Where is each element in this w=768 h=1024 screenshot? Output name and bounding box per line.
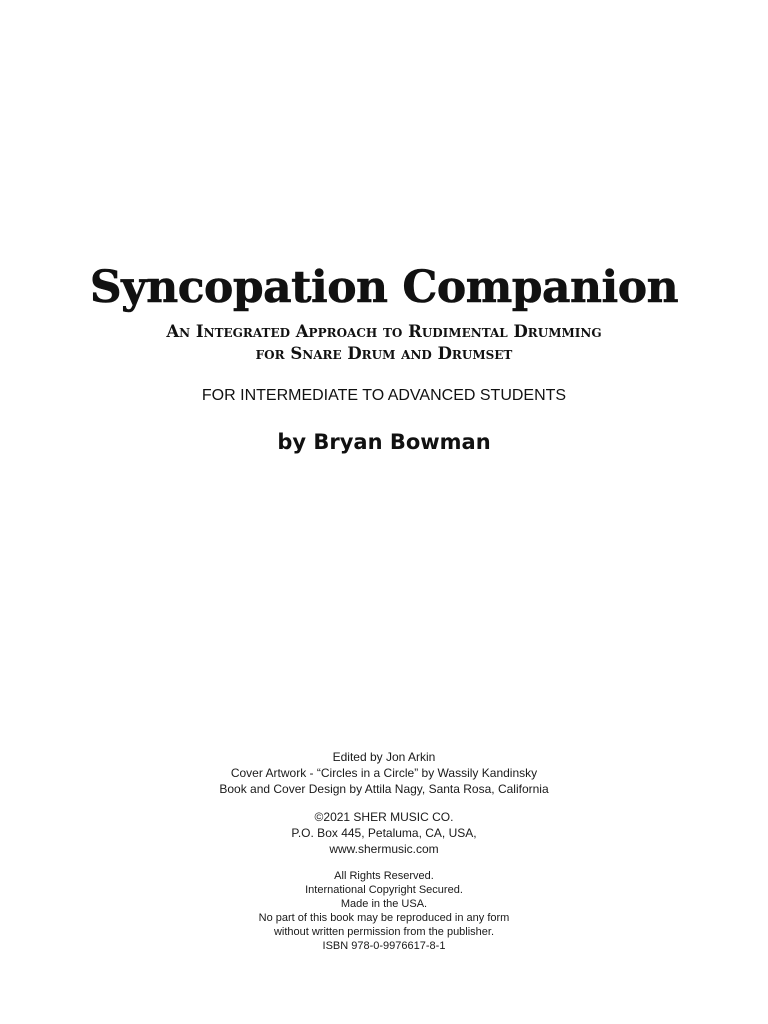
subtitle-line-1: An Integrated Approach to Rudimental Drumming	[166, 322, 602, 341]
author-byline: by Bryan Bowman	[277, 430, 491, 454]
reproduction-notice-2: without written permission from the publisher.	[273, 926, 495, 938]
copyright-secured: International Copyright Secured.	[305, 884, 463, 896]
reproduction-notice-1: No part of this book may be reproduced in any form	[258, 912, 510, 924]
design-credit: Book and Cover Design by Attila Nagy, Santa Rosa, California	[219, 782, 549, 796]
cover-artwork-credit: Cover Artwork - “Circles in a Circle” by Wassily Kandinsky	[230, 766, 538, 780]
copyright-notice: ©2021 SHER MUSIC CO.	[314, 810, 454, 824]
audience-line: FOR INTERMEDIATE TO ADVANCED STUDENTS	[201, 387, 567, 404]
publisher-address: P.O. Box 445, Petaluma, CA, USA,	[291, 826, 477, 840]
book-title: Syncopation Companion	[89, 262, 679, 313]
production-credits	[0, 749, 768, 797]
isbn: ISBN 978-0-9976617-8-1	[322, 940, 446, 952]
editor-credit: Edited by Jon Arkin	[332, 750, 436, 764]
rights-reserved: All Rights Reserved.	[334, 870, 434, 882]
legal-notice	[0, 869, 768, 953]
made-in: Made in the USA.	[340, 898, 428, 910]
publisher-info	[0, 809, 768, 857]
publisher-website: www.shermusic.com	[329, 842, 439, 856]
subtitle-line-2: for Snare Drum and Drumset	[255, 344, 513, 363]
